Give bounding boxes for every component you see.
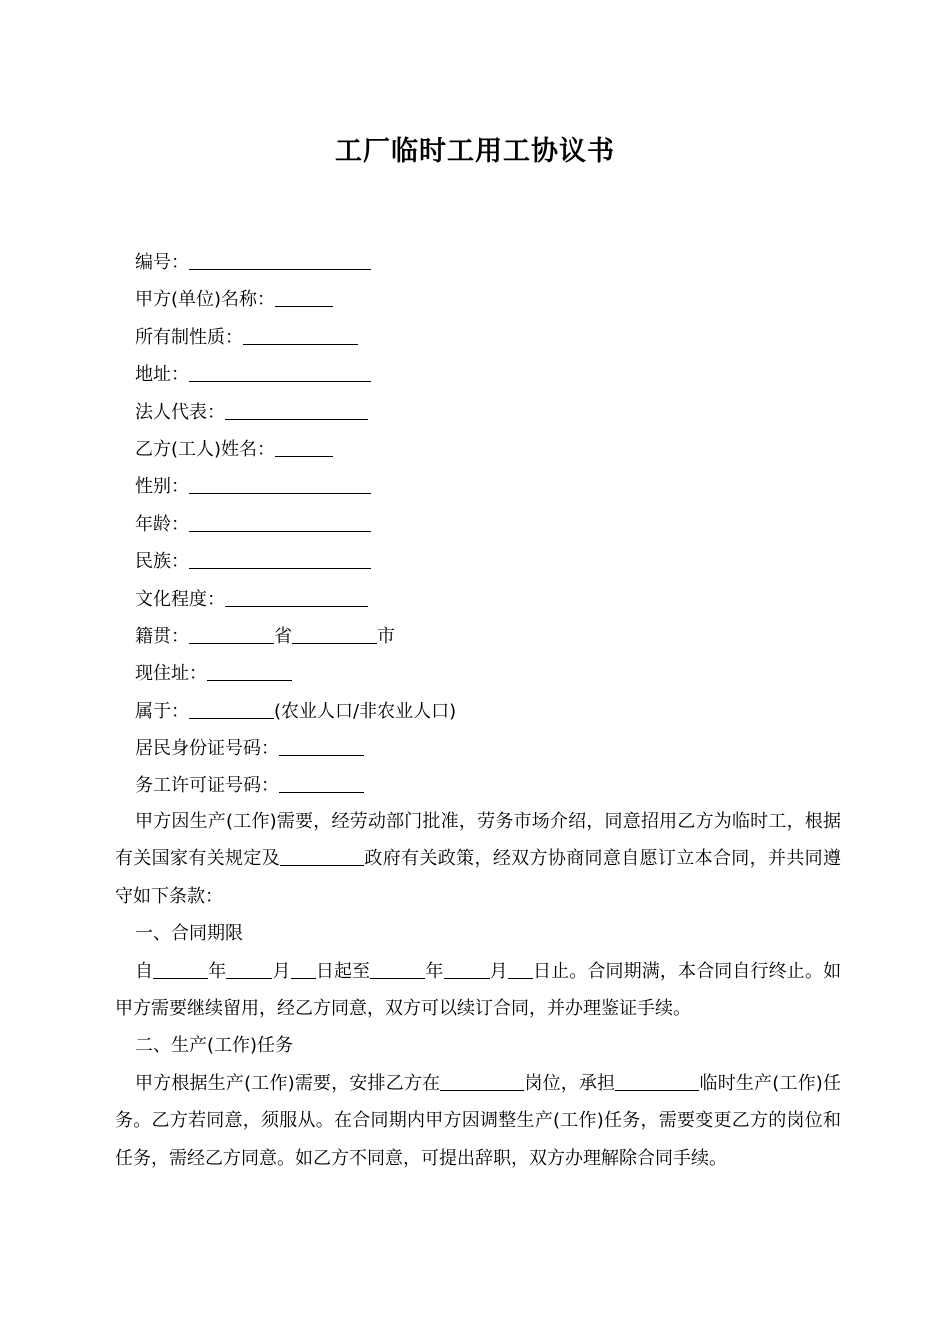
- document-title: 工厂临时工用工协议书: [335, 136, 615, 167]
- blank-line: [440, 1068, 524, 1091]
- household-type-options: (农业人口/非农业人口): [274, 700, 457, 722]
- term-text: 日止。合同期满，本合同自行终止。如甲方需要继续留用，经乙方同意，双方可以续订合同，并办理鉴证手续。: [115, 960, 842, 1020]
- field-label: 地址：: [135, 364, 189, 386]
- blank-line: [275, 284, 333, 307]
- task-text: 甲方根据生产(工作)需要，安排乙方在: [135, 1072, 441, 1094]
- blank-line: [370, 956, 425, 979]
- field-address: [135, 356, 855, 393]
- field-label: 务工许可证号码：: [135, 775, 279, 797]
- blank-line: [280, 843, 364, 866]
- field-native-place: [135, 618, 855, 655]
- field-ethnicity: [135, 543, 855, 580]
- task-text: 岗位，承担: [524, 1072, 616, 1094]
- blank-line: [189, 546, 371, 569]
- blank-line: [189, 471, 371, 494]
- intro-text: 政府有关政策，经双方协商同意自愿订立本合同，并共同遵守如下条款：: [115, 848, 842, 907]
- blank-line: [189, 621, 274, 644]
- field-label: 法人代表：: [135, 401, 225, 423]
- field-label: 现住址：: [135, 663, 207, 685]
- field-legal-representative: [135, 394, 855, 431]
- field-current-address: [135, 655, 855, 692]
- field-party-a-name: [135, 281, 855, 318]
- blank-line: [189, 359, 371, 382]
- field-serial-number: [135, 244, 855, 281]
- field-label: 性别：: [135, 476, 189, 498]
- section-heading-term: 一、合同期限: [135, 923, 243, 945]
- term-text: 日起至: [315, 960, 371, 982]
- field-ownership-type: [135, 319, 855, 356]
- contract-body: [115, 803, 841, 1177]
- field-label: 甲方(单位)名称：: [135, 289, 276, 311]
- field-label: 属于：: [135, 700, 189, 722]
- blank-line: [291, 956, 316, 979]
- blank-line: [292, 621, 377, 644]
- blank-line: [279, 770, 364, 793]
- blank-line: [225, 584, 368, 607]
- field-gender: [135, 468, 855, 505]
- field-age: [135, 506, 855, 543]
- blank-line: [189, 696, 274, 719]
- blank-line: [225, 397, 368, 420]
- blank-line: [615, 1068, 699, 1091]
- blank-line: [226, 956, 272, 979]
- field-label: 籍贯：: [135, 625, 189, 647]
- blank-line: [275, 434, 333, 457]
- blank-line: [189, 509, 371, 532]
- task-paragraph: [115, 1065, 841, 1177]
- field-id-card-number: [135, 730, 855, 767]
- section-heading-task: 二、生产(工作)任务: [135, 1035, 294, 1057]
- field-label: 乙方(工人)姓名：: [135, 438, 276, 460]
- intro-paragraph: [115, 803, 841, 915]
- term-text: 自: [135, 960, 154, 982]
- field-work-permit-number: [135, 767, 855, 804]
- blank-line: [444, 956, 490, 979]
- field-education: [135, 581, 855, 618]
- field-label: 民族：: [135, 551, 189, 573]
- party-info-fields: [135, 244, 855, 805]
- field-label: 所有制性质：: [135, 326, 243, 348]
- term-text: 月: [272, 960, 291, 982]
- blank-line: [189, 247, 371, 270]
- province-label: 省: [274, 625, 292, 647]
- term-text: 年: [208, 960, 227, 982]
- blank-line: [279, 733, 364, 756]
- blank-line: [153, 956, 208, 979]
- term-text: 年: [425, 960, 444, 982]
- field-party-b-name: [135, 431, 855, 468]
- term-paragraph: [115, 953, 841, 1028]
- field-label: 居民身份证号码：: [135, 738, 279, 760]
- blank-line: [243, 322, 358, 345]
- blank-line: [207, 658, 292, 681]
- field-label: 文化程度：: [135, 588, 225, 610]
- term-text: 月: [489, 960, 508, 982]
- field-label: 编号：: [135, 252, 189, 273]
- city-label: 市: [377, 625, 395, 647]
- task-text: 临时生产(工作)任务。乙方若同意，须服从。在合同期内甲方因调整生产(工作)任务，需要变更乙方的岗位和任务，需经乙方同意。如乙方不同意，可提出辞职，双方办理解除合同手续。: [115, 1072, 841, 1169]
- intro-text: 甲方因生产(工作)需要，经劳动部门批准，劳务市场介绍，同意招用乙方为临时工，根据有关国家有关规定及: [115, 811, 841, 870]
- field-household-type: [135, 693, 855, 730]
- field-label: 年龄：: [135, 513, 189, 535]
- blank-line: [508, 956, 533, 979]
